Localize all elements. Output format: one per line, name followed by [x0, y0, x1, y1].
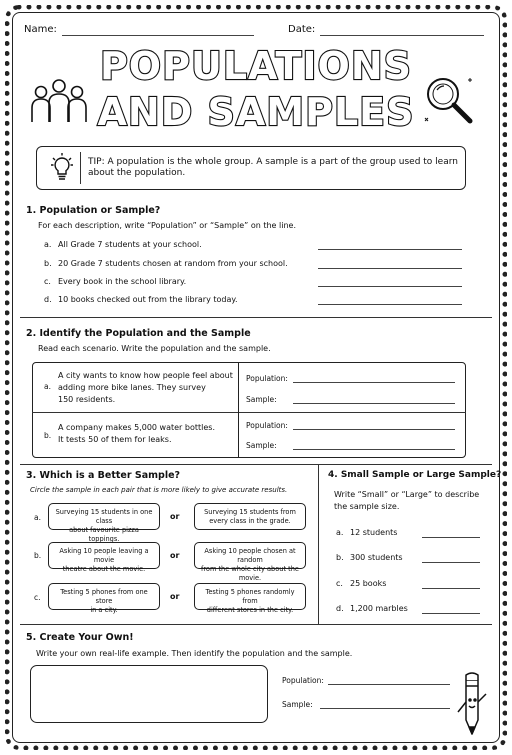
s2-letter-b: b. — [44, 431, 52, 440]
s3-a-right-line2: every class in the grade. — [209, 516, 291, 525]
s1-item-d: 10 books checked out from the library today. — [58, 295, 238, 304]
section-4-instructions-line2: the sample size. — [334, 502, 400, 511]
s3-b-right-line2: from the whole city about the movie. — [201, 564, 299, 582]
s3-letter-b: b. — [34, 551, 42, 560]
section-4-heading: 4. Small Sample or Large Sample? — [328, 470, 502, 480]
s4-item-b: 300 students — [350, 553, 403, 562]
s1-letter-d: d. — [44, 295, 52, 304]
s4-letter-c: c. — [336, 579, 343, 588]
section-2-heading: 2. Identify the Population and the Sample — [26, 328, 251, 339]
s3-option-b-right[interactable] — [194, 542, 306, 582]
tip-text: TIP: A population is the whole group. A sample is a part of the group used to learn about the population. — [88, 157, 458, 179]
s2-population-label-b: Population: — [246, 421, 288, 430]
s4-letter-a: a. — [336, 528, 344, 537]
s2-scenario-a-line3: 150 residents. — [58, 395, 116, 404]
s2-population-line-b[interactable] — [293, 429, 455, 430]
s3-a-left-line1: Surveying 15 students in one class — [55, 508, 153, 525]
s3-a-right-line1: Surveying 15 students from — [204, 508, 296, 516]
date-label: Date: — [288, 24, 316, 35]
s2-scenario-b-line1: A company makes 5,000 water bottles. — [58, 423, 215, 432]
s2-letter-a: a. — [44, 382, 51, 391]
s4-answer-line-b[interactable] — [422, 562, 480, 563]
s3-c-right-line1: Testing 5 phones randomly from — [205, 588, 295, 605]
s5-sample-line[interactable] — [320, 708, 450, 709]
s3-c-left-line2: in a city. — [90, 605, 118, 614]
s1-answer-line-c[interactable] — [318, 286, 462, 287]
name-line[interactable] — [62, 35, 254, 36]
s3-c-right-line2: different stores in the city. — [206, 605, 294, 614]
section-3-instructions: Circle the sample in each pair that is more likely to give accurate results. — [30, 486, 288, 494]
divider-3 — [20, 624, 492, 625]
s1-item-a: All Grade 7 students at your school. — [58, 240, 202, 249]
s4-answer-line-a[interactable] — [422, 537, 480, 538]
s4-item-d: 1,200 marbles — [350, 604, 408, 613]
s4-letter-d: d. — [336, 604, 344, 613]
section-1-heading: 1. Population or Sample? — [26, 205, 161, 216]
s2-sample-line-a[interactable] — [293, 403, 455, 404]
column-divider — [318, 464, 319, 624]
section-3-heading: 3. Which is a Better Sample? — [26, 470, 181, 481]
s4-answer-line-c[interactable] — [422, 588, 480, 589]
s3-option-c-right[interactable] — [194, 583, 306, 614]
s1-item-b: 20 Grade 7 students chosen at random from your school. — [58, 259, 288, 268]
people-group-icon — [28, 78, 90, 124]
s4-answer-line-d[interactable] — [422, 613, 480, 614]
tip-divider — [80, 152, 81, 184]
s3-option-c-left[interactable] — [48, 583, 160, 614]
s2-scenario-a-line2: adding more bike lanes. They survey — [58, 383, 206, 392]
s2-population-label-a: Population: — [246, 374, 288, 383]
section-5-heading: 5. Create Your Own! — [26, 632, 134, 643]
s3-letter-c: c. — [34, 593, 41, 602]
s3-or-b: or — [170, 551, 180, 560]
s2-population-line-a[interactable] — [293, 382, 455, 383]
s4-item-a: 12 students — [350, 528, 398, 537]
s1-answer-line-b[interactable] — [318, 268, 462, 269]
s1-letter-c: c. — [44, 277, 51, 286]
s3-a-left-line2: about favourite pizza toppings. — [69, 525, 139, 543]
s3-letter-a: a. — [34, 513, 41, 522]
s4-item-c: 25 books — [350, 579, 387, 588]
s2-scenario-b-line2: It tests 50 of them for leaks. — [58, 435, 172, 444]
pencil-icon — [452, 672, 492, 740]
s3-option-a-left[interactable] — [48, 503, 160, 543]
title-line-2: AND SAMPLES — [97, 90, 415, 134]
s3-b-right-line1: Asking 10 people chosen at random — [204, 547, 296, 564]
divider-2 — [20, 464, 492, 465]
s3-c-left-line1: Testing 5 phones from one store — [60, 588, 148, 605]
scenario-col-divider — [238, 362, 239, 458]
s5-population-line[interactable] — [328, 684, 450, 685]
s3-or-a: or — [170, 512, 180, 521]
s2-sample-label-b: Sample: — [246, 441, 277, 450]
magnifier-icon — [418, 72, 480, 128]
section-1-instructions: For each description, write “Population” or “Sample” on the line. — [38, 221, 296, 230]
s3-option-b-left[interactable] — [48, 542, 160, 573]
s5-population-label: Population: — [282, 676, 324, 685]
s1-item-c: Every book in the school library. — [58, 277, 187, 286]
s1-answer-line-a[interactable] — [318, 249, 462, 250]
s1-letter-a: a. — [44, 240, 52, 249]
divider-1 — [20, 317, 492, 318]
s3-b-left-line2: theatre about the movie. — [62, 564, 146, 573]
s3-b-left-line1: Asking 10 people leaving a movie — [59, 547, 149, 564]
date-line[interactable] — [320, 35, 484, 36]
s3-option-a-right[interactable] — [194, 503, 306, 530]
s1-letter-b: b. — [44, 259, 52, 268]
s3-or-c: or — [170, 592, 180, 601]
section-5-instructions: Write your own real-life example. Then identify the population and the sample. — [36, 649, 353, 658]
section-4-instructions-line1: Write “Small” or “Large” to describe — [334, 490, 480, 499]
title-line-1: POPULATIONS — [99, 44, 413, 88]
section-2-instructions: Read each scenario. Write the population and the sample. — [38, 344, 271, 353]
s2-scenario-a-line1: A city wants to know how people feel about — [58, 371, 233, 380]
name-label: Name: — [24, 24, 57, 35]
scenario-row-divider — [32, 412, 466, 413]
lightbulb-icon — [50, 152, 74, 184]
s1-answer-line-d[interactable] — [318, 304, 462, 305]
s4-letter-b: b. — [336, 553, 344, 562]
s2-sample-line-b[interactable] — [293, 449, 455, 450]
example-writing-box[interactable] — [30, 665, 268, 723]
s2-sample-label-a: Sample: — [246, 395, 277, 404]
s5-sample-label: Sample: — [282, 700, 313, 709]
